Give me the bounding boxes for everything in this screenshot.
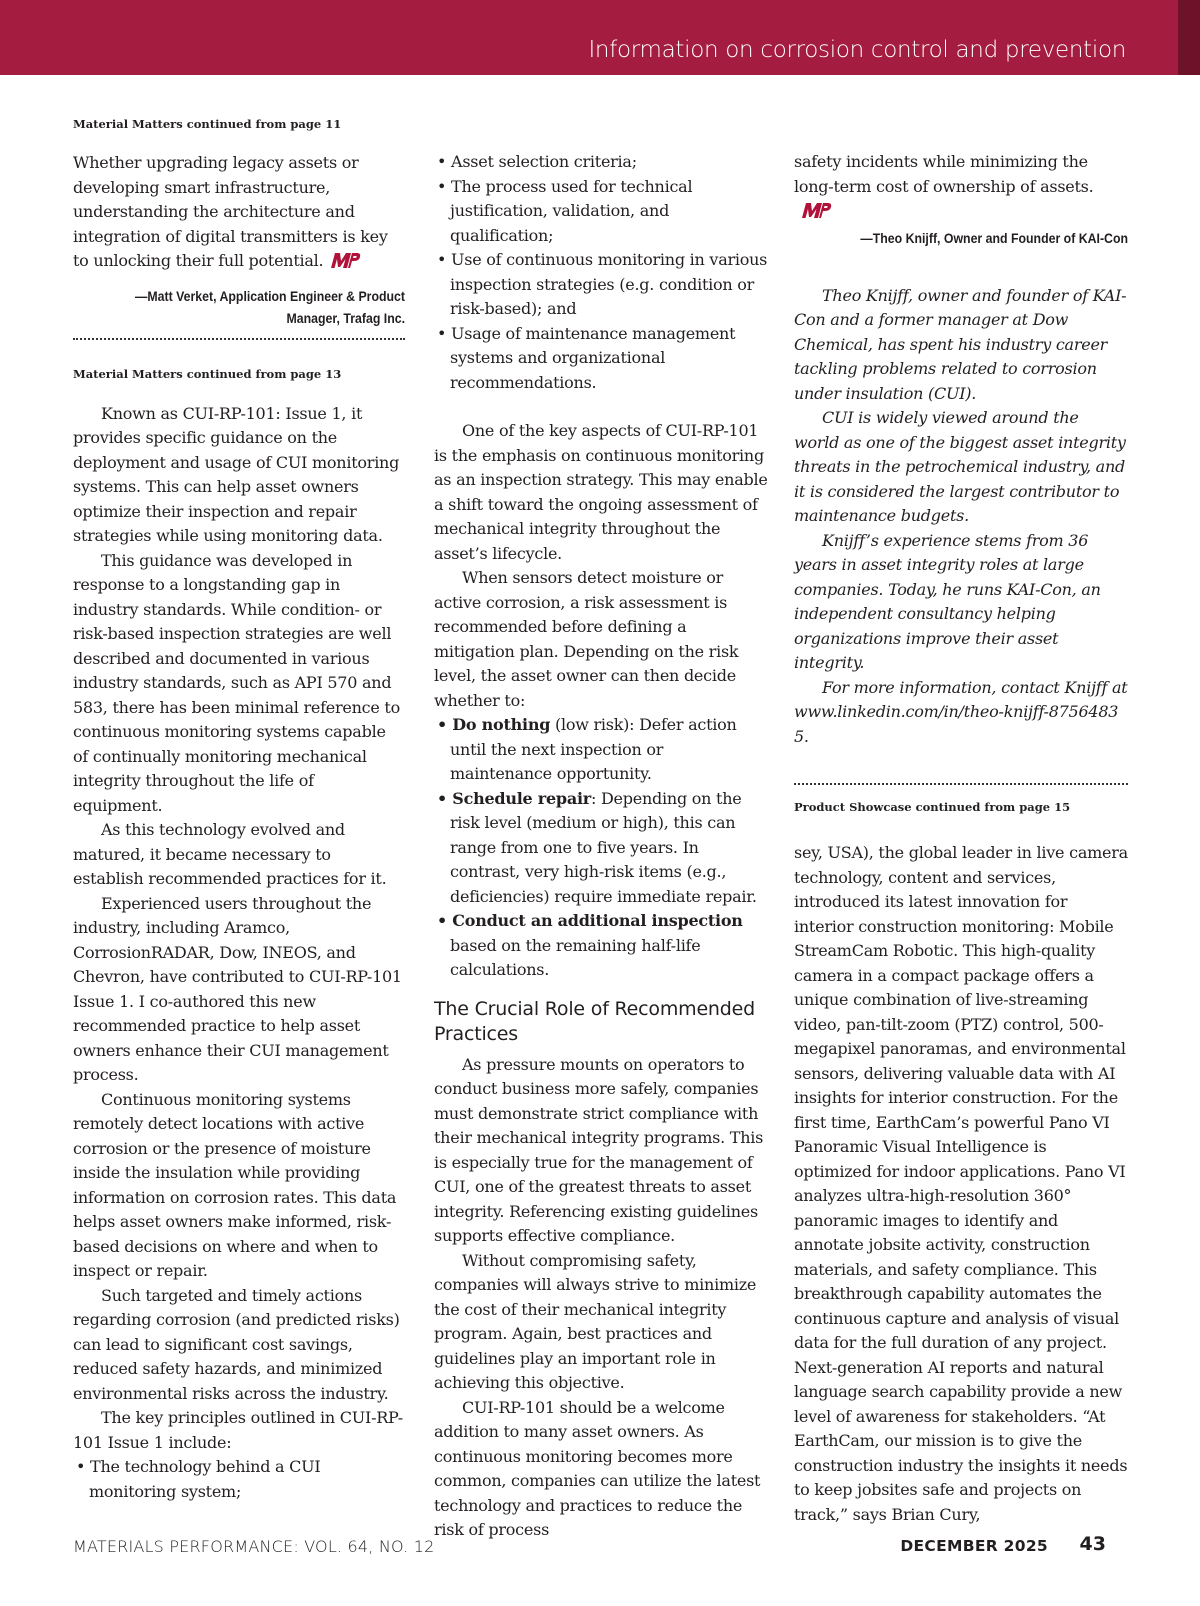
mp-logo-icon bbox=[800, 203, 832, 218]
column-2 bbox=[434, 150, 768, 1543]
continued-label: Material Matters continued from page 13 bbox=[73, 366, 342, 381]
option-text: based on the remaining half-life calculations. bbox=[450, 935, 701, 979]
author-signature: —Matt Verket, Application Engineer & Product Manager, Trafag Inc. bbox=[135, 287, 405, 326]
list-item: • Usage of maintenance management systems and organizational recommendations. bbox=[437, 323, 736, 392]
header-banner-edge bbox=[1178, 0, 1200, 75]
header-title: Information on corrosion control and prevention bbox=[588, 37, 1126, 63]
paragraph: This guidance was developed in response to a longstanding gap in industry standards. While condition- or risk-based inspection strategies are well described and documented in various industry standards, such as API 570 and 583, there has been minimal reference to continuous monitoring systems capable of continually monitoring mechanical integrity throughout the life of equipment. bbox=[73, 550, 400, 815]
author-signature: —Theo Knijff, Owner and Founder of KAI-Con bbox=[860, 229, 1128, 246]
paragraph: As this technology evolved and matured, it became necessary to establish recommended practices for it. bbox=[73, 820, 387, 888]
paragraph: Such targeted and timely actions regarding corrosion (and predicted risks) can lead to significant cost savings, reduced safety hazards, and minimized environmental risks across the industry. bbox=[73, 1285, 400, 1403]
bio-paragraph: Knijff’s experience stems from 36 years in asset integrity roles at large companies. Today, he runs KAI-Con, an independent consultancy helping organizations improve their asset integrity. bbox=[794, 530, 1101, 672]
list-item bbox=[434, 713, 768, 787]
column-1 bbox=[73, 116, 405, 1504]
option-label: • Conduct an additional inspection bbox=[437, 911, 743, 930]
list-item: • Use of continuous monitoring in various inspection strategies (e.g. condition or risk-based); and bbox=[437, 250, 768, 318]
paragraph: sey, USA), the global leader in live camera technology, content and services, introduced its latest innovation for interior construction monitoring: Mobile StreamCam Robotic. This high-quality camera in a compact package offers a unique combination of live-streaming video, pan-tilt-zoom (PTZ) control, 500-megapixel panoramas, and environmental sensors, delivering valuable data with AI insights for interior construction. For the first time, EarthCam’s powerful Pano VI Panoramic Visual Intelligence is optimized for indoor applications. Pano VI analyzes ultra-high-resolution 360° panoramic images to identify and annotate jobsite activity, construction materials, and safety compliance. This breakthrough capability automates the continuous capture and analysis of visual data for the full duration of any project. Next-generation AI reports and natural language search capability provide a new level of awareness for stakeholders. “At EarthCam, our mission is to give the construction industry the insights it needs to keep jobsites safe and projects on track,” says Brian Cury, bbox=[794, 843, 1128, 1524]
option-text: (low risk): Defer action until the next inspection or maintenance opportunity. bbox=[450, 715, 737, 783]
author-bio bbox=[794, 284, 1128, 750]
paragraph: One of the key aspects of CUI-RP-101 is the emphasis on continuous monitoring as an inspection strategy. This may enable a shift toward the ongoing assessment of mechanical integrity throughout the asset’s lifecycle. bbox=[434, 421, 768, 563]
continued-label: Product Showcase continued from page 15 bbox=[794, 800, 1071, 814]
column-3 bbox=[794, 150, 1128, 1527]
footer-journal: MATERIALS PERFORMANCE: VOL. 64, NO. 12 bbox=[73, 1537, 435, 1556]
list-item: • The process used for technical justification, validation, and qualification; bbox=[437, 176, 693, 245]
paragraph: As pressure mounts on operators to conduct business more safely, companies must demonstrate strict compliance with their mechanical integrity programs. This is especially true for the management of CUI, one of the greatest threats to asset integrity. Referencing existing guidelines supports effective compliance. bbox=[434, 1054, 764, 1245]
paragraph-text: safety incidents while minimizing the long-term cost of ownership of assets. bbox=[794, 152, 1094, 196]
continued-label: Material Matters continued from page 11 bbox=[73, 117, 342, 131]
paragraph bbox=[73, 151, 405, 274]
list-item bbox=[434, 909, 768, 983]
list-item: • Asset selection criteria; bbox=[437, 152, 637, 171]
paragraph: When sensors detect moisture or active corrosion, a risk assessment is recommended before defining a mitigation plan. Depending on the risk level, the asset owner can then decide whether to: bbox=[434, 568, 739, 710]
option-label: • Do nothing bbox=[437, 715, 551, 734]
paragraph: CUI-RP-101 should be a welcome addition to many asset owners. As continuous monitoring becomes more common, companies can utilize the latest technology and practices to reduce the risk of process bbox=[434, 1397, 761, 1539]
paragraph: Without compromising safety, companies will always strive to minimize the cost of their mechanical integrity program. Again, best practices and guidelines play an important role in achieving this objective. bbox=[434, 1250, 757, 1392]
paragraph-text: Whether upgrading legacy assets or developing smart infrastructure, understanding the architecture and integration of digital transmitters is key to unlocking their full potential. bbox=[73, 153, 388, 270]
option-text: : Depending on the risk level (medium or high), this can range from one to five years. In contrast, very high-risk items (e.g., deficiencies) require immediate repair. bbox=[450, 788, 757, 906]
section-heading: The Crucial Role of Recommended Practices bbox=[434, 997, 755, 1045]
page-number: 43 bbox=[1079, 1533, 1106, 1555]
option-label: • Schedule repair bbox=[437, 788, 591, 808]
bio-paragraph: For more information, contact Knijff at www.linkedin.com/in/theo-knijff-87564835. bbox=[794, 677, 1128, 746]
list-item: • The technology behind a CUI monitoring system; bbox=[76, 1457, 321, 1501]
paragraph: The key principles outlined in CUI-RP-101 Issue 1 include: bbox=[73, 1408, 403, 1452]
bio-paragraph: Theo Knijff, owner and founder of KAI-Con and a former manager at Dow Chemical, has spent his industry career tackling problems related to corrosion under insulation (CUI). bbox=[794, 285, 1127, 403]
list-item bbox=[434, 787, 768, 910]
paragraph bbox=[794, 150, 1128, 224]
paragraph: Experienced users throughout the industry, including Aramco, CorrosionRADAR, Dow, INEOS, and Chevron, have contributed to CUI-RP-101 Issue 1. I co-authored this new recommended practice to help asset owners enhance their CUI management process. bbox=[73, 893, 402, 1084]
bio-paragraph: CUI is widely viewed around the world as one of the biggest asset integrity threats in the petrochemical industry, and it is considered the largest contributor to maintenance budgets. bbox=[794, 408, 1126, 525]
paragraph: Known as CUI-RP-101: Issue 1, it provides specific guidance on the deployment and usage of CUI monitoring systems. This can help asset owners optimize their inspection and repair strategies while using monitoring data. bbox=[73, 403, 400, 545]
mp-logo-icon bbox=[329, 253, 361, 268]
footer-date: DECEMBER 2025 bbox=[900, 1537, 1048, 1555]
paragraph: Continuous monitoring systems remotely detect locations with active corrosion or the presence of moisture inside the insulation while providing information on corrosion rates. This data helps asset owners make informed, risk-based decisions on where and when to inspect or repair. bbox=[73, 1089, 397, 1280]
